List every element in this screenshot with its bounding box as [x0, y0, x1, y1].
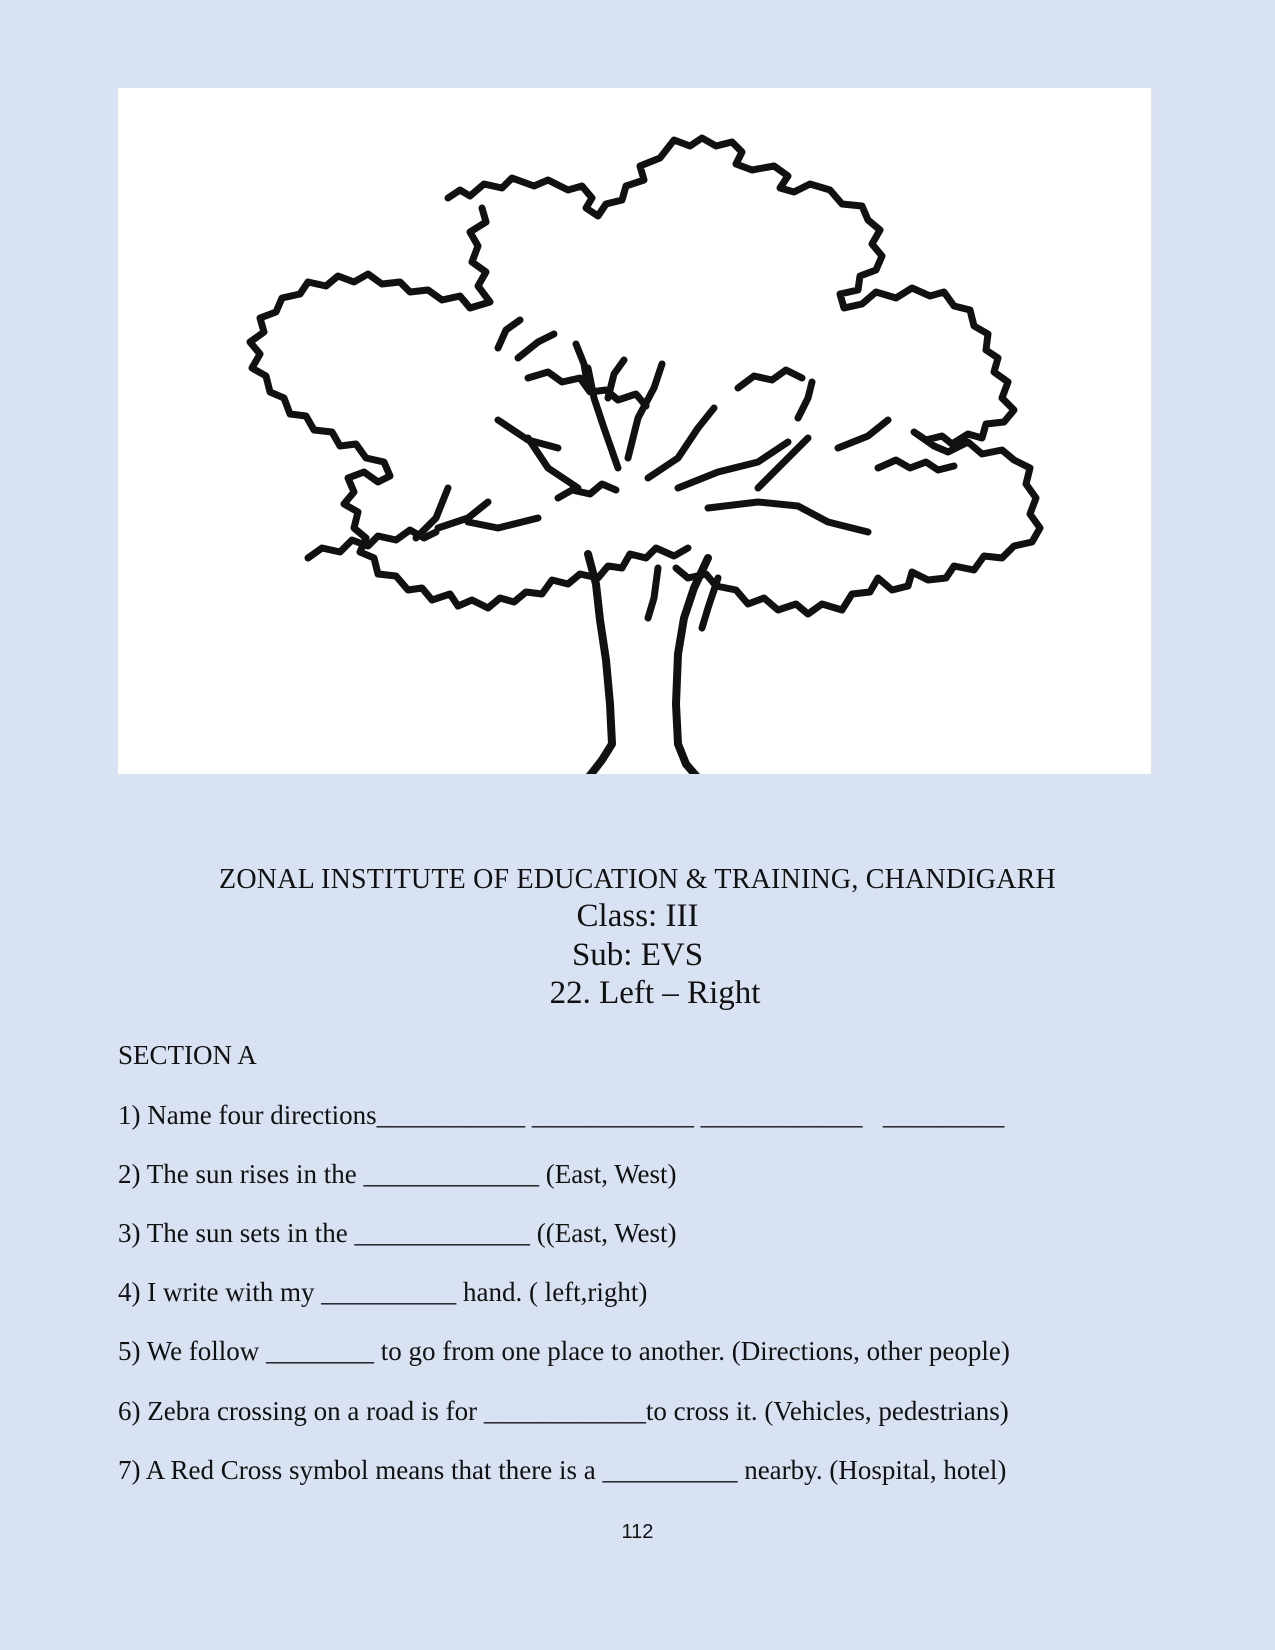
- chapter-title: 22. Left – Right: [549, 975, 761, 1011]
- class-label: Class: III: [576, 898, 699, 934]
- tree-illustration: [118, 88, 1151, 774]
- question-3: 3) The sun sets in the _____________ ((East, West): [118, 1218, 677, 1248]
- question-5: 5) We follow ________ to go from one place to another. (Directions, other people): [118, 1336, 1010, 1366]
- subject-label: Sub: EVS: [571, 937, 704, 973]
- tree-outline-icon: [118, 88, 1151, 774]
- page-number: 112: [621, 1521, 654, 1543]
- question-4: 4) I write with my __________ hand. ( left,right): [118, 1277, 648, 1307]
- question-2: 2) The sun rises in the _____________ (East, West): [118, 1159, 677, 1189]
- institute-name: ZONAL INSTITUTE OF EDUCATION & TRAINING, CHANDIGARH: [219, 864, 1056, 895]
- section-label: SECTION A: [118, 1040, 257, 1070]
- question-7: 7) A Red Cross symbol means that there is a __________ nearby. (Hospital, hotel): [118, 1455, 1007, 1485]
- question-1: 1) Name four directions___________ ____________ ____________ _________: [118, 1100, 1005, 1130]
- question-6: 6) Zebra crossing on a road is for ____________to cross it. (Vehicles, pedestrians): [118, 1396, 1009, 1426]
